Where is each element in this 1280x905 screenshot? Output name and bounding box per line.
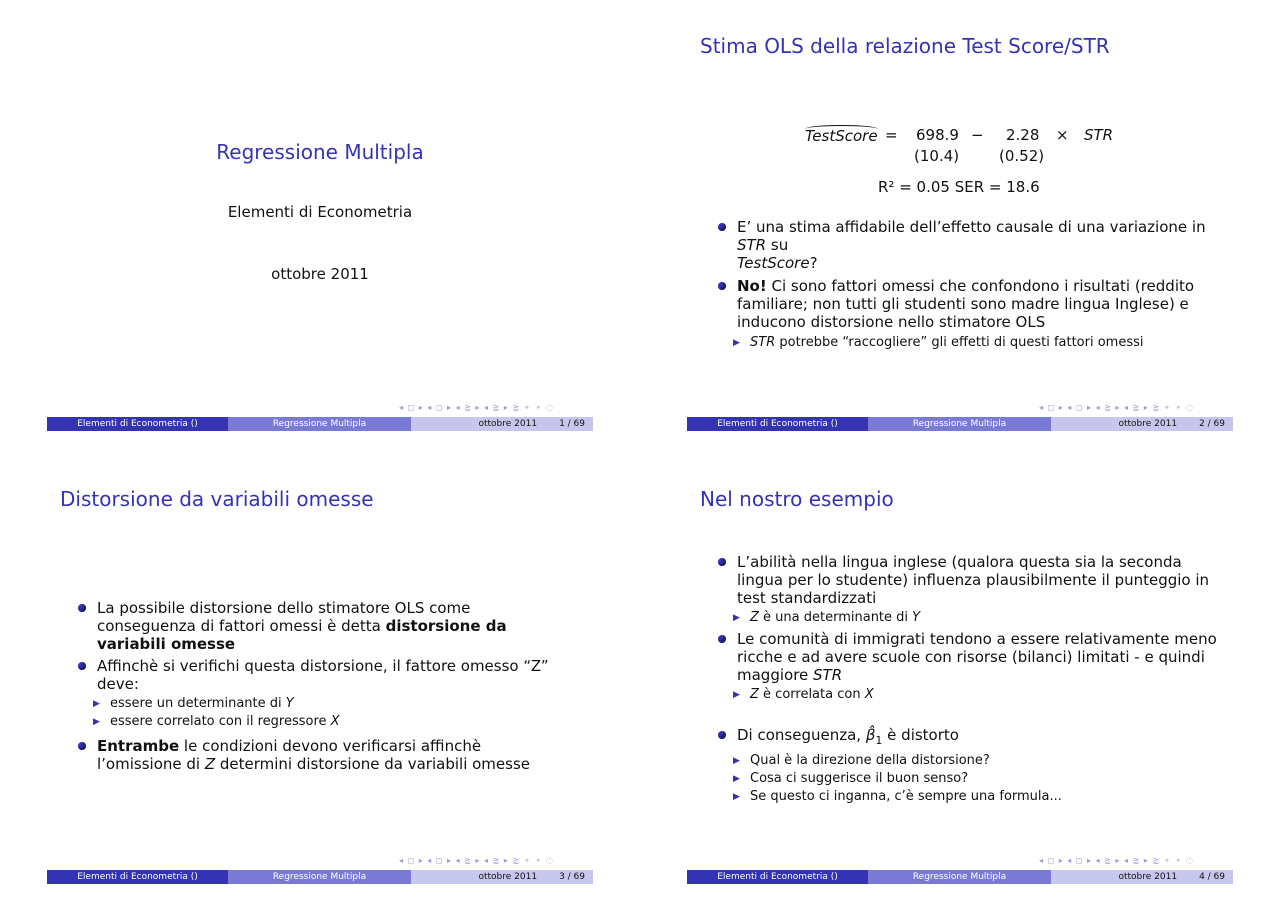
eq-fit-stats: R² = 0.05 SER = 18.6 bbox=[878, 178, 1040, 196]
footer-date: ottobre 2011 bbox=[478, 872, 538, 882]
bullet-item: L’abilità nella lingua inglese (qualora questa sia la seconda lingua per lo studente) influenza plausibilmente il punteggio in test standardizzati bbox=[715, 553, 1225, 607]
eq-slope: 2.28 bbox=[1006, 126, 1040, 144]
footer-title: Regressione Multipla bbox=[868, 417, 1051, 431]
sub-bullet-item: ▶ STR potrebbe “raccogliere” gli effetti di questi fattori omessi bbox=[733, 335, 1144, 350]
sub-bullet-item: ▶ Cosa ci suggerisce il buon senso? bbox=[733, 771, 969, 786]
footer-author: Elementi di Econometria () bbox=[47, 870, 228, 884]
bullet-list bbox=[715, 553, 1225, 806]
footer-date-page bbox=[1051, 417, 1233, 431]
footer-date: ottobre 2011 bbox=[1118, 419, 1178, 429]
footer-date-page bbox=[411, 870, 593, 884]
footer-title: Regressione Multipla bbox=[868, 870, 1051, 884]
triangle-bullet-icon: ▶ bbox=[93, 717, 100, 727]
slide-1 bbox=[47, 12, 593, 432]
sub-bullet-item: ▶ essere correlato con il regressore X bbox=[93, 714, 340, 729]
triangle-bullet-icon: ▶ bbox=[733, 613, 740, 623]
sub-bullet-item: ▶ Qual è la direzione della distorsione? bbox=[733, 753, 990, 768]
page-number: 2 / 69 bbox=[1199, 419, 1225, 429]
page-number: 1 / 69 bbox=[559, 419, 585, 429]
eq-minus: − bbox=[971, 126, 984, 144]
eq-equals: = bbox=[885, 126, 898, 144]
footer-author: Elementi di Econometria () bbox=[47, 417, 228, 431]
eq-se-intercept: (10.4) bbox=[914, 147, 960, 165]
bullet-list bbox=[75, 599, 565, 773]
bullet-item: Entrambe le condizioni devono verificarsi affinchè l’omissione di Z determini distorsione da variabili omesse bbox=[75, 737, 565, 773]
eq-var: STR bbox=[1084, 126, 1114, 144]
presentation-subtitle: Elementi di Econometria bbox=[227, 203, 413, 221]
navigation-icons[interactable]: ◂ ◻ ▸ ◂ ◻ ▸ ◂ ≧ ▸ ◂ ≧ ▸ ≧ ⚬ ⚬ ◌ bbox=[1039, 856, 1195, 865]
sub-bullet-item: ▶ essere un determinante di Y bbox=[93, 696, 294, 711]
bullet-item: La possibile distorsione dello stimatore OLS come conseguenza di fattori omessi è detta distorsione da variabili omesse bbox=[75, 599, 565, 653]
page-number: 4 / 69 bbox=[1199, 872, 1225, 882]
eq-se-slope: (0.52) bbox=[999, 147, 1045, 165]
sub-bullet-item: ▶ Z è correlata con X bbox=[733, 687, 874, 702]
presentation-title: Regressione Multipla bbox=[216, 140, 424, 164]
eq-intercept: 698.9 bbox=[916, 126, 959, 144]
slide-footer bbox=[687, 417, 1233, 431]
bullet-item: No! Ci sono fattori omessi che confondono i risultati (reddito familiare; non tutti gli studenti sono madre lingua Inglese) e inducono distorsione nello stimatore OLS bbox=[715, 277, 1225, 331]
slide-title: Distorsione da variabili omesse bbox=[60, 487, 374, 511]
bullet-icon bbox=[718, 558, 726, 566]
sub-bullet-item: ▶ Z è una determinante di Y bbox=[733, 610, 921, 625]
slide-title: Stima OLS della relazione Test Score/STR bbox=[700, 34, 1110, 58]
footer-date-page bbox=[411, 417, 593, 431]
footer-title: Regressione Multipla bbox=[228, 870, 411, 884]
bullet-icon bbox=[78, 604, 86, 612]
bullet-icon bbox=[718, 223, 726, 231]
footer-date: ottobre 2011 bbox=[478, 419, 538, 429]
bullet-icon bbox=[718, 731, 726, 739]
eq-lhs: TestScore bbox=[805, 127, 878, 145]
navigation-icons[interactable]: ◂ ◻ ▸ ◂ ◻ ▸ ◂ ≧ ▸ ◂ ≧ ▸ ≧ ⚬ ⚬ ◌ bbox=[399, 856, 555, 865]
navigation-icons[interactable]: ◂ ◻ ▸ ◂ ◻ ▸ ◂ ≧ ▸ ◂ ≧ ▸ ≧ ⚬ ⚬ ◌ bbox=[1039, 403, 1195, 412]
sub-bullet-item: ▶ Se questo ci inganna, c’è sempre una formula... bbox=[733, 789, 1062, 804]
triangle-bullet-icon: ▶ bbox=[93, 699, 100, 709]
eq-times: × bbox=[1056, 126, 1069, 144]
footer-date: ottobre 2011 bbox=[1118, 872, 1178, 882]
triangle-bullet-icon: ▶ bbox=[733, 338, 740, 348]
presentation-date: ottobre 2011 bbox=[271, 265, 369, 283]
beta-hat-symbol: β̂ bbox=[865, 726, 876, 744]
bullet-icon bbox=[718, 635, 726, 643]
slide-4 bbox=[687, 465, 1233, 885]
bullet-icon bbox=[78, 742, 86, 750]
page-number: 3 / 69 bbox=[559, 872, 585, 882]
bullet-item: E’ una stima affidabile dell’effetto causale di una variazione in STR su TestScore? bbox=[715, 218, 1225, 272]
slide-footer bbox=[687, 870, 1233, 884]
slide-title: Nel nostro esempio bbox=[700, 487, 894, 511]
footer-author: Elementi di Econometria () bbox=[687, 870, 868, 884]
footer-author: Elementi di Econometria () bbox=[687, 417, 868, 431]
slide-footer bbox=[47, 870, 593, 884]
slide-2 bbox=[687, 12, 1233, 432]
triangle-bullet-icon: ▶ bbox=[733, 690, 740, 700]
footer-title: Regressione Multipla bbox=[228, 417, 411, 431]
footer-date-page bbox=[1051, 870, 1233, 884]
slide-3 bbox=[47, 465, 593, 885]
bullet-list bbox=[715, 218, 1225, 352]
bullet-item: Affinchè si verifichi questa distorsione, il fattore omesso “Z” deve: bbox=[75, 657, 565, 693]
bullet-icon bbox=[718, 282, 726, 290]
triangle-bullet-icon: ▶ bbox=[733, 756, 740, 766]
bullet-item: Di conseguenza, $\betâ_1$ è distorto bbox=[715, 726, 1225, 750]
triangle-bullet-icon: ▶ bbox=[733, 774, 740, 784]
slide-footer bbox=[47, 417, 593, 431]
bullet-icon bbox=[78, 662, 86, 670]
bullet-item: Le comunità di immigrati tendono a essere relativamente meno ricche e ad avere scuole con risorse (bilanci) limitati - e quindi maggiore STR bbox=[715, 630, 1225, 684]
triangle-bullet-icon: ▶ bbox=[733, 792, 740, 802]
navigation-icons[interactable]: ◂ ◻ ▸ ◂ ◻ ▸ ◂ ≧ ▸ ◂ ≧ ▸ ≧ ⚬ ⚬ ◌ bbox=[399, 403, 555, 412]
